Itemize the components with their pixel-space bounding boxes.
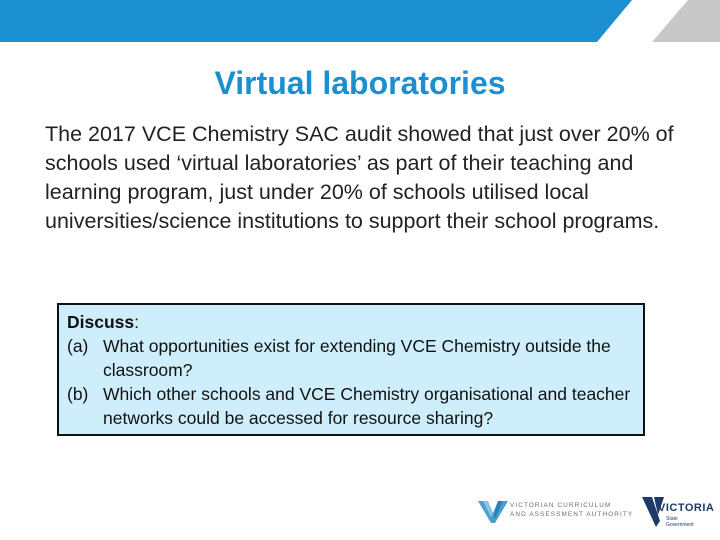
victoria-wordmark: VICTORIA <box>658 502 715 514</box>
question-tag: (b) <box>67 384 89 404</box>
question-text: Which other schools and VCE Chemistry organisational and teacher networks could be accessed for resource sharing? <box>103 384 631 428</box>
vcaa-line-2: AND ASSESSMENT AUTHORITY <box>510 511 634 518</box>
vcaa-wordmark <box>510 501 634 519</box>
discuss-heading: Discuss <box>67 312 135 332</box>
question-text: What opportunities exist for extending VCE Chemistry outside the classroom? <box>103 336 611 380</box>
slide-body-text: The 2017 VCE Chemistry SAC audit showed that just over 20% of schools used ‘virtual laboratories’ as part of their teaching and learning program, just under 20% of schools utilised local universities/science institutions to support their school programs. <box>45 122 674 233</box>
discuss-colon: : <box>134 312 139 332</box>
victoria-subtitle-line-1: State <box>666 516 678 522</box>
question-b <box>67 382 643 430</box>
discuss-heading-line <box>67 310 643 334</box>
victoria-subtitle <box>666 516 696 528</box>
vcaa-logo <box>478 497 634 527</box>
question-tag: (a) <box>67 336 89 356</box>
banner-grey-band <box>652 0 720 42</box>
vcaa-line-1: VICTORIAN CURRICULUM <box>510 502 612 509</box>
discuss-box <box>57 303 645 436</box>
vcaa-chevron-icon <box>478 497 508 525</box>
slide-title: Virtual laboratories <box>214 65 506 101</box>
header-banner <box>0 0 720 42</box>
banner-blue-band <box>0 0 632 42</box>
victoria-government-logo <box>640 493 715 533</box>
victoria-subtitle-line-2: Government <box>666 522 694 528</box>
question-a <box>67 334 643 382</box>
